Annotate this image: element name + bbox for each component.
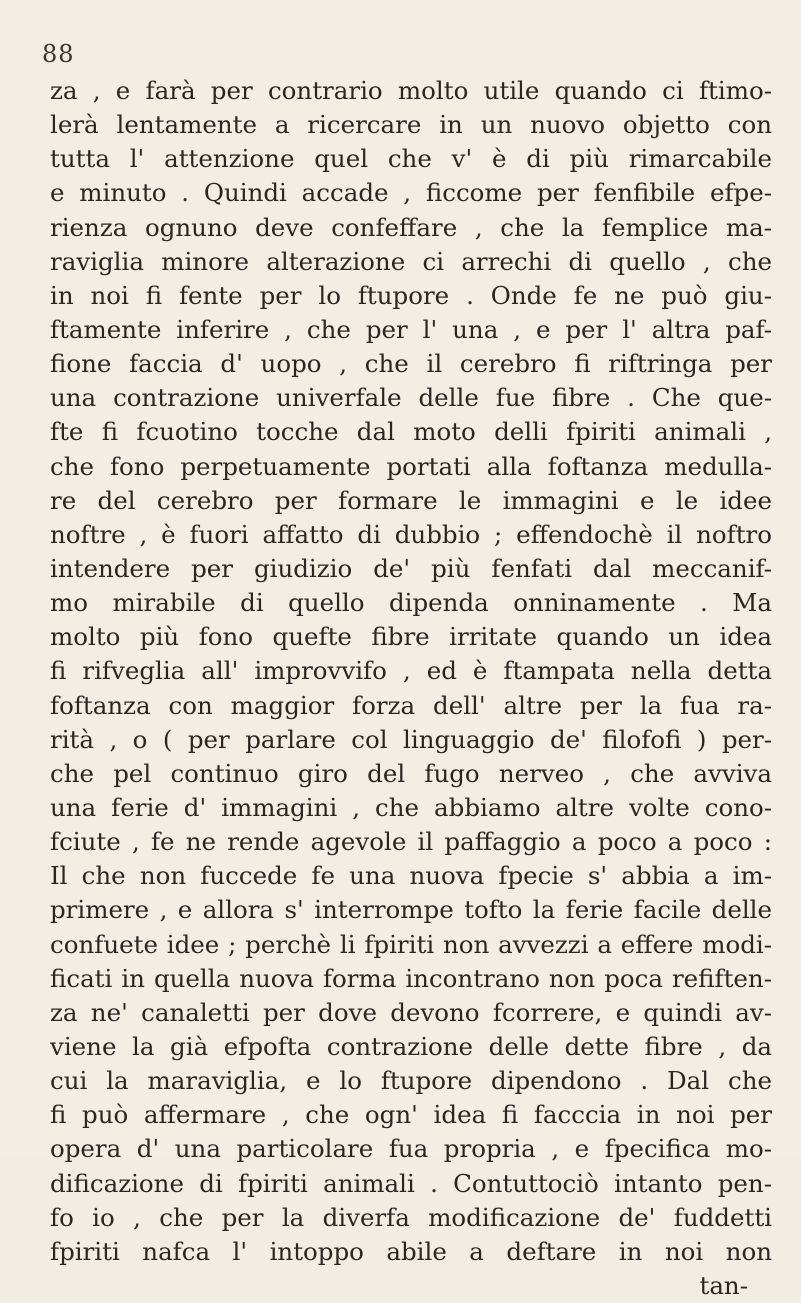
text-line: intendere per giudizio de' più fenfati dal meccanif- (50, 553, 772, 583)
text-line: viene la già efpofta contrazione delle dette fibre , da (50, 1031, 772, 1061)
text-line: fi può affermare , che ogn' idea fi facccia in noi per (50, 1100, 772, 1130)
text-line: za , e farà per contrario molto utile quando ci ftimo- (50, 76, 772, 105)
text-line: rità , o ( per parlare col linguaggio de' filofofi ) per- (50, 724, 772, 754)
text-line: fi rifveglia all' improvvifo , ed è ftampata nella detta (50, 656, 772, 686)
text-line: e minuto . Quindi accade , ficcome per fenfibile efpe- (50, 178, 772, 208)
text-line: ficati in quella nuova forma incontrano non poca refiften- (50, 963, 772, 993)
text-line: tutta l' attenzione quel che v' è di più rimarcabile (50, 144, 772, 174)
text-line: dificazione di fpiriti animali . Contuttociò intanto pen- (50, 1168, 772, 1198)
text-line: cui la maraviglia, e lo ftupore dipendono . Dal che (50, 1066, 772, 1096)
text-line: molto più fono quefte fibre irritate quando un idea (50, 622, 772, 652)
text-line: fpiriti nafca l' intoppo abile a deftare in noi non (50, 1236, 772, 1266)
text-line: che pel continuo giro del fugo nerveo , che avviva (50, 758, 772, 788)
text-line: opera d' una particolare fua propria , e fpecifica mo- (50, 1134, 772, 1164)
text-line: una contrazione univerfale delle fue fibre . Che que- (50, 383, 772, 413)
text-line: una ferie d' immagini , che abbiamo altre volte cono- (50, 792, 772, 822)
text-line: mo mirabile di quello dipenda onninamente . Ma (50, 588, 772, 618)
text-line: rienza ognuno deve confeffare , che la femplice ma- (50, 212, 772, 242)
text-line: noftre , è fuori affatto di dubbio ; effendochè il noftro (50, 519, 772, 549)
page-number: 88 (42, 40, 75, 68)
text-line: fciute , fe ne rende agevole il paffaggio a poco a poco : (50, 827, 772, 857)
text-line: in noi fi fente per lo ftupore . Onde fe ne può giu- (50, 280, 772, 310)
text-line: za ne' canaletti per dove devono fcorrere, e quindi av- (50, 997, 772, 1027)
text-line: fione faccia d' uopo , che il cerebro fi riftringa per (50, 349, 772, 379)
text-line: fte fi fcuotino tocche dal moto delli fpiriti animali , (50, 417, 772, 447)
text-line: lerà lentamente a ricercare in un nuovo objetto con (50, 110, 772, 140)
text-line: primere , e allora s' interrompe tofto la ferie facile delle (50, 895, 772, 925)
text-line: re del cerebro per formare le immagini e le idee (50, 485, 772, 515)
text-line: ftamente inferire , che per l' una , e per l' altra paf- (50, 314, 772, 344)
text-line: raviglia minore alterazione ci arrechi di quello , che (50, 246, 772, 276)
text-line: fo io , che per la diverfa modificazione de' fuddetti (50, 1202, 772, 1232)
text-line: che fono perpetuamente portati alla foftanza medulla- (50, 451, 772, 481)
body-text (50, 74, 772, 1303)
text-line: foftanza con maggior forza dell' altre per la fua ra- (50, 690, 772, 720)
text-line: Il che non fuccede fe una nuova fpecie s' abbia a im- (50, 861, 772, 891)
text-line: confuete idee ; perchè li fpiriti non avvezzi a effere modi- (50, 929, 772, 959)
catchword: tan- (699, 1270, 748, 1300)
